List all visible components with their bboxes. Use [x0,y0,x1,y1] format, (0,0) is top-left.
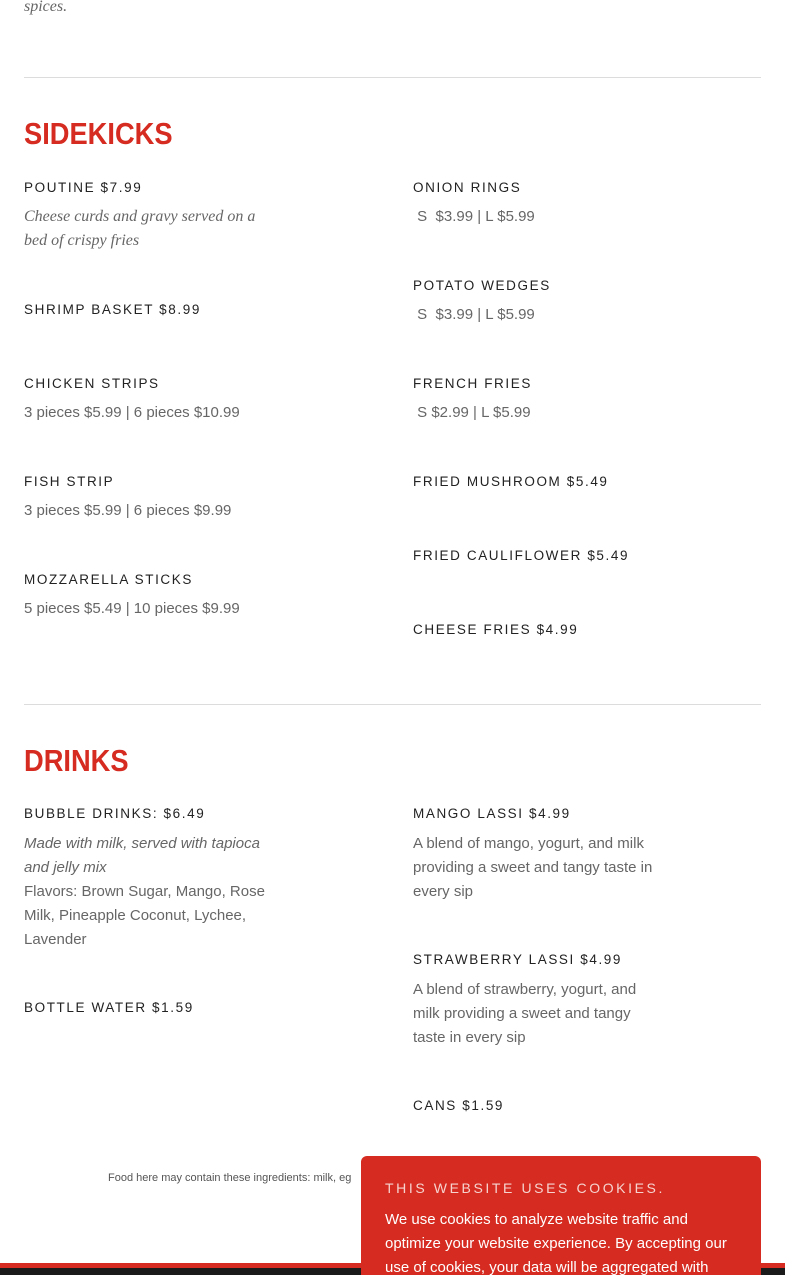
cookie-banner[interactable] [361,1156,761,1275]
section-divider [24,77,761,78]
menu-item-fish-strip: FISH STRIP [24,474,115,489]
menu-item-potato-wedges: POTATO WEDGES [413,278,551,293]
sidekicks-title: SIDEKICKS [24,116,173,151]
menu-item-mango-lassi: MANGO LASSI $4.99 [413,806,571,821]
section-divider [24,704,761,705]
menu-item-fried-cauliflower: FRIED CAULIFLOWER $5.49 [413,548,630,563]
cookie-banner-title: THIS WEBSITE USES COOKIES. [385,1180,665,1196]
menu-item-french-fries-desc: S $2.99 | L $5.99 [413,404,531,421]
intro-text-tail: spices. [24,0,68,15]
menu-item-french-fries: FRENCH FRIES [413,376,532,391]
menu-item-chicken-strips: CHICKEN STRIPS [24,376,160,391]
menu-item-bubble-drinks-desc: Made with milk, served with tapioca and jelly mix [24,835,260,876]
menu-item-poutine: POUTINE $7.99 [24,180,143,195]
menu-item-onion-rings-desc: S $3.99 | L $5.99 [413,208,535,225]
cookie-banner-text: We use cookies to analyze website traffic and optimize your website experience. By accepting our use of cookies, your data will be aggregated with [385,1211,727,1275]
menu-item-cheese-fries: CHEESE FRIES $4.99 [413,622,579,637]
menu-item-mozzarella-sticks-desc: 5 pieces $5.49 | 10 pieces $9.99 [24,600,240,617]
menu-item-fried-mushroom: FRIED MUSHROOM $5.49 [413,474,609,489]
menu-item-bubble-drinks-flavors: Flavors: Brown Sugar, Mango, Rose Milk, Pineapple Coconut, Lychee, Lavender [24,883,265,948]
menu-item-onion-rings: ONION RINGS [413,180,522,195]
menu-item-shrimp-basket: SHRIMP BASKET $8.99 [24,302,201,317]
drinks-title: DRINKS [24,743,129,778]
menu-item-mozzarella-sticks: MOZZARELLA STICKS [24,572,193,587]
menu-item-chicken-strips-desc: 3 pieces $5.99 | 6 pieces $10.99 [24,404,240,421]
menu-item-fish-strip-desc: 3 pieces $5.99 | 6 pieces $9.99 [24,502,232,519]
menu-item-cans: CANS $1.59 [413,1098,505,1113]
allergen-note: Food here may contain these ingredients: milk, eg [108,1172,352,1184]
menu-item-strawberry-lassi-desc: A blend of strawberry, yogurt, and milk providing a sweet and tangy taste in every sip [413,981,637,1046]
menu-item-mango-lassi-desc: A blend of mango, yogurt, and milk providing a sweet and tangy taste in every sip [413,835,653,900]
menu-item-bubble-drinks: BUBBLE DRINKS: $6.49 [24,806,206,821]
menu-item-poutine-desc: Cheese curds and gravy served on a bed of crispy fries [24,208,256,249]
menu-item-strawberry-lassi: STRAWBERRY LASSI $4.99 [413,952,623,967]
menu-item-potato-wedges-desc: S $3.99 | L $5.99 [413,306,535,323]
menu-item-bottle-water: BOTTLE WATER $1.59 [24,1000,194,1015]
